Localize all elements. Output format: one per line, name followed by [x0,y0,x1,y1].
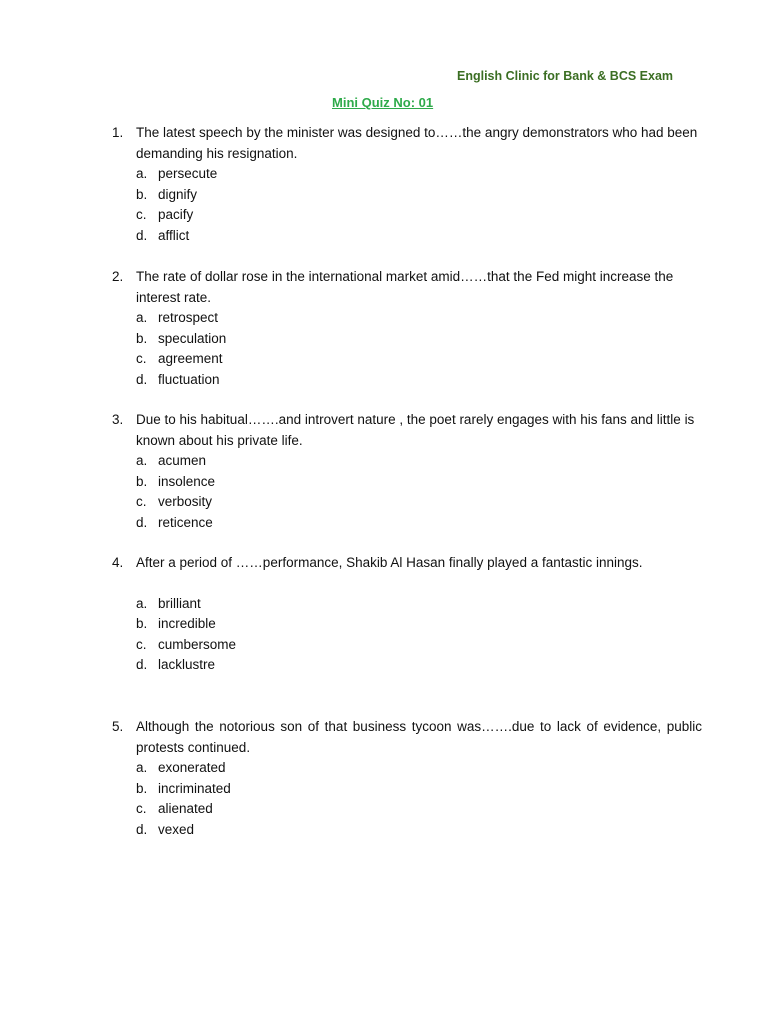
option-text: retrospect [158,310,219,325]
option-letter: b. [136,186,148,202]
option-letter: b. [136,616,148,631]
question-text: Due to his habitual…….and introvert nature , the poet rarely engages with his fans and little is known about his private life. [136,412,695,448]
option-item [112,779,702,800]
option-list [112,308,702,390]
option-text: agreement [158,351,223,366]
option-item [112,492,702,513]
question-text: The latest speech by the minister was designed to……the angry demonstrators who had been demanding his resignation. [136,125,698,161]
option-text: brilliant [158,595,201,611]
option-item [112,451,702,472]
option-text: afflict [158,227,190,243]
option-list [112,758,702,840]
option-text: dignify [158,186,198,202]
option-item [112,370,702,391]
option-letter: a. [136,760,148,775]
option-item [112,329,702,350]
option-text: acumen [158,453,207,468]
option-text: alienated [158,801,213,816]
option-item [112,799,702,820]
option-item [112,226,702,247]
option-text: speculation [158,330,227,346]
option-item [112,594,702,615]
question-text: After a period of ……performance, Shakib Al Hasan finally played a fantastic innings. [136,555,643,570]
option-letter: c. [136,494,147,509]
option-item [112,655,702,676]
question-5 [112,717,702,840]
option-item [112,513,702,534]
option-list [112,594,702,676]
option-item [112,758,702,779]
option-letter: c. [136,351,147,366]
question-number: 1. [112,125,124,140]
question-text: Although the notorious son of that business tycoon was…….due to lack of evidence, public protests continued. [136,719,702,755]
question-2 [112,267,702,390]
option-list [112,451,702,533]
option-text: incriminated [158,780,231,796]
option-letter: b. [136,473,148,489]
option-text: fluctuation [158,371,220,387]
option-item [112,820,702,841]
question-number: 2. [112,269,124,284]
option-item [112,349,702,370]
question-text: The rate of dollar rose in the international market amid……that the Fed might increase the interest rate. [136,269,674,305]
option-letter: d. [136,657,148,672]
option-letter: b. [136,330,148,346]
option-letter: d. [136,371,148,387]
option-letter: c. [136,636,147,652]
option-letter: d. [136,514,148,530]
option-item [112,164,702,185]
option-text: persecute [158,166,218,181]
question-4 [112,553,702,676]
option-text: pacify [158,207,194,222]
option-letter: c. [136,801,147,816]
option-text: incredible [158,616,216,631]
option-letter: d. [136,227,148,243]
option-text: exonerated [158,760,226,775]
option-letter: a. [136,595,148,611]
option-letter: d. [136,821,148,837]
question-1 [112,123,702,246]
option-text: insolence [158,473,216,489]
option-text: lacklustre [158,657,216,672]
option-item [112,308,702,329]
option-item [112,614,702,635]
question-number: 5. [112,719,124,734]
quiz-title: Mini Quiz No: 01 [332,95,434,110]
document-header: English Clinic for Bank & BCS Exam [457,69,674,83]
option-item [112,185,702,206]
option-letter: a. [136,310,148,325]
question-number: 4. [112,555,124,570]
option-letter: a. [136,453,148,468]
option-text: verbosity [158,494,213,509]
option-text: reticence [158,514,213,530]
option-list [112,164,702,246]
option-letter: a. [136,166,148,181]
option-letter: c. [136,207,147,222]
option-item [112,472,702,493]
question-3 [112,410,702,533]
option-letter: b. [136,780,148,796]
option-item [112,205,702,226]
question-number: 3. [112,412,124,427]
option-item [112,635,702,656]
option-text: vexed [158,821,195,837]
option-text: cumbersome [158,636,237,652]
